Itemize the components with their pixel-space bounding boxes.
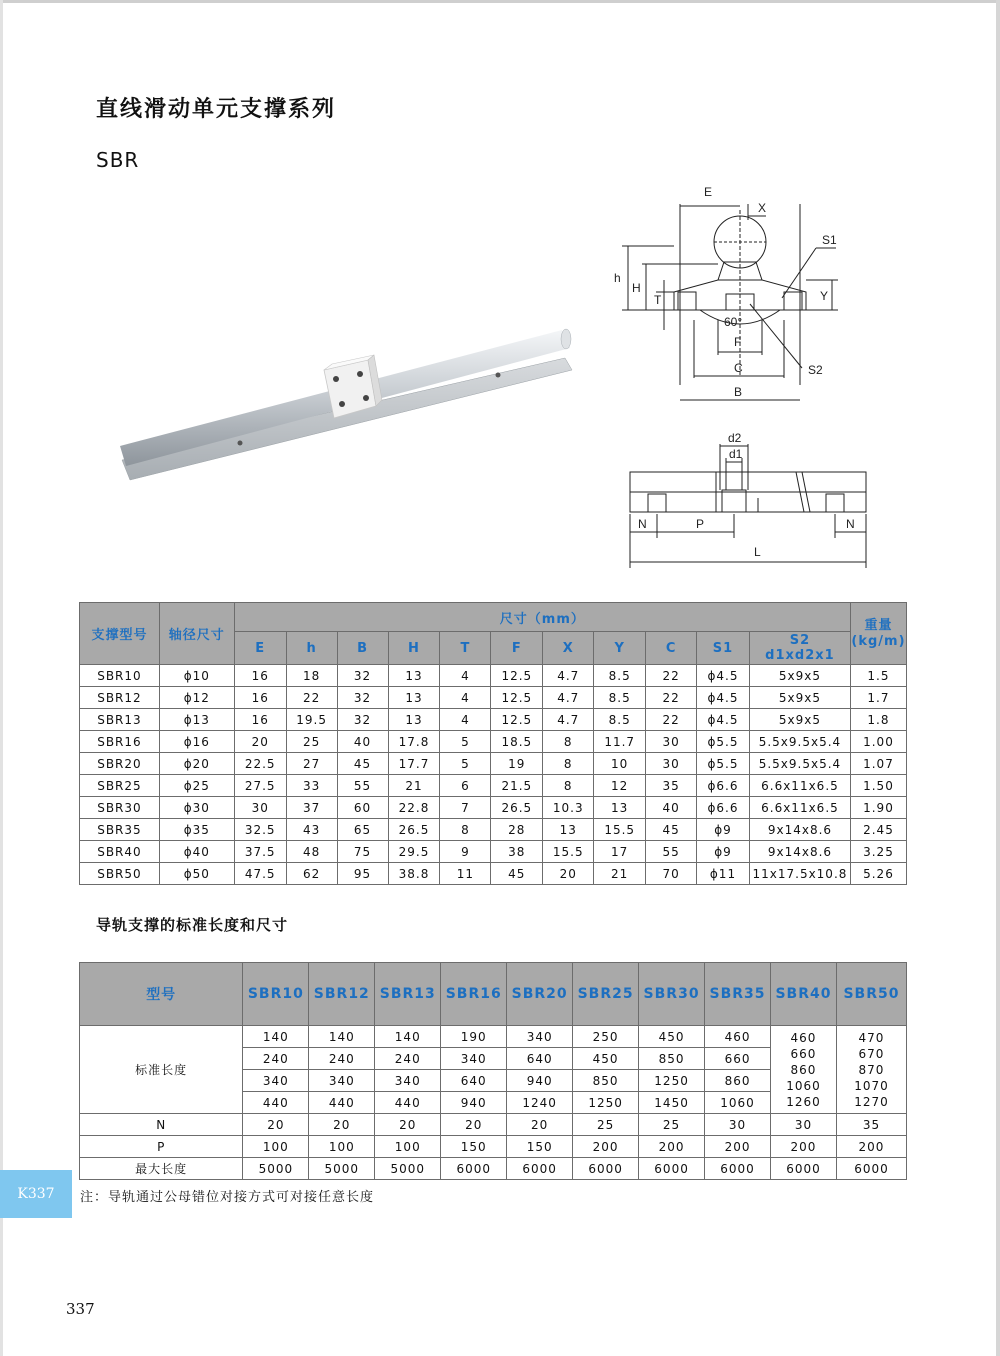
length-table <box>79 962 907 1180</box>
label-e: E <box>704 185 713 199</box>
table-cell: 340 <box>243 1070 309 1092</box>
table-cell: 12.5 <box>491 665 543 687</box>
table-cell: 16 <box>234 709 286 731</box>
table-cell: 19.5 <box>286 709 337 731</box>
table-cell: ϕ6.6 <box>697 797 750 819</box>
table-cell: 5000 <box>243 1158 309 1180</box>
table-cell: 75 <box>337 841 388 863</box>
table-cell: 62 <box>286 863 337 885</box>
p-row <box>80 1136 907 1158</box>
label-b: B <box>734 385 743 399</box>
table-cell: 8.5 <box>594 709 646 731</box>
table-cell: 440 <box>243 1092 309 1114</box>
page-subtitle: SBR <box>96 148 140 172</box>
table-cell: 240 <box>375 1048 441 1070</box>
table-cell: 8.5 <box>594 665 646 687</box>
table-cell: 4.7 <box>543 709 594 731</box>
table-cell: 940 <box>507 1070 573 1092</box>
header-length-model-item: SBR13 <box>375 963 441 1026</box>
table-cell: 6000 <box>705 1158 771 1180</box>
header-dimensions: 尺寸（mm） <box>234 603 850 632</box>
table-cell: 47.5 <box>234 863 286 885</box>
table-cell: 4 <box>440 665 491 687</box>
header-dim-s1: S1 <box>697 632 750 665</box>
header-dim-t: T <box>440 632 491 665</box>
table-cell: 150 <box>507 1136 573 1158</box>
table-cell: 450 <box>639 1026 705 1048</box>
table-cell: 20 <box>507 1114 573 1136</box>
std-length-stacked <box>771 1026 837 1114</box>
table-cell: ϕ16 <box>159 731 234 753</box>
table-cell: ϕ9 <box>697 841 750 863</box>
max-length-row-label: 最大长度 <box>80 1158 243 1180</box>
table-cell: 5 <box>440 753 491 775</box>
table-cell: 6000 <box>441 1158 507 1180</box>
table-cell: 8 <box>543 775 594 797</box>
table-row <box>80 665 907 687</box>
table-cell: 250 <box>573 1026 639 1048</box>
table-row <box>80 797 907 819</box>
header-dim-b: B <box>337 632 388 665</box>
table-cell: 9 <box>440 841 491 863</box>
table-row <box>80 687 907 709</box>
label-l: L <box>754 545 761 559</box>
header-length-model: 型号 <box>80 963 243 1026</box>
table-cell: 30 <box>705 1114 771 1136</box>
table-cell: 13 <box>388 709 440 731</box>
stacked-value: 1070 <box>854 1078 889 1093</box>
label-x: X <box>758 201 767 215</box>
table-cell: 55 <box>337 775 388 797</box>
table-cell: 20 <box>309 1114 375 1136</box>
table-cell: 18.5 <box>491 731 543 753</box>
table-cell: 2.45 <box>850 819 906 841</box>
table-cell: 10 <box>594 753 646 775</box>
table-cell: 8 <box>543 753 594 775</box>
table-cell: 440 <box>375 1092 441 1114</box>
page-number: 337 <box>66 1300 95 1318</box>
table-cell: 1250 <box>573 1092 639 1114</box>
std-length-stacked <box>836 1026 906 1114</box>
table-cell: 29.5 <box>388 841 440 863</box>
table-cell: 4.7 <box>543 687 594 709</box>
header-length-model-item: SBR10 <box>243 963 309 1026</box>
table-cell: 200 <box>771 1136 837 1158</box>
table-cell: 340 <box>441 1048 507 1070</box>
header-s2 <box>749 632 850 665</box>
table-cell: 5000 <box>309 1158 375 1180</box>
table-cell: 1250 <box>639 1070 705 1092</box>
table-cell: 13 <box>543 819 594 841</box>
table-cell: 6.6x11x6.5 <box>749 775 850 797</box>
table-cell: 20 <box>243 1114 309 1136</box>
table-cell: 640 <box>507 1048 573 1070</box>
table-cell: ϕ10 <box>159 665 234 687</box>
table-cell: 30 <box>646 731 697 753</box>
table-cell: 25 <box>573 1114 639 1136</box>
table-cell: 13 <box>388 665 440 687</box>
table-cell: 22 <box>646 709 697 731</box>
table-cell: 5x9x5 <box>749 665 850 687</box>
table-cell: 440 <box>309 1092 375 1114</box>
table-cell: 26.5 <box>388 819 440 841</box>
table-cell: 12.5 <box>491 687 543 709</box>
table-row <box>80 1026 907 1048</box>
table-cell: SBR20 <box>80 753 160 775</box>
table-cell: 25 <box>639 1114 705 1136</box>
label-y: Y <box>820 289 829 303</box>
header-s2-line1: S2 <box>789 633 811 648</box>
header-dim-y: Y <box>594 632 646 665</box>
table-cell: 640 <box>441 1070 507 1092</box>
table-cell: 8 <box>440 819 491 841</box>
table-cell: 55 <box>646 841 697 863</box>
table-cell: 5x9x5 <box>749 687 850 709</box>
table-cell: 32 <box>337 665 388 687</box>
table-cell: 1.50 <box>850 775 906 797</box>
header-dim-e: E <box>234 632 286 665</box>
header-length-model-item: SBR16 <box>441 963 507 1026</box>
table-cell: 850 <box>573 1070 639 1092</box>
table-cell: 460 <box>705 1026 771 1048</box>
table-cell: 1.07 <box>850 753 906 775</box>
table-cell: ϕ4.5 <box>697 665 750 687</box>
table-cell: 20 <box>375 1114 441 1136</box>
page-title: 直线滑动单元支撑系列 <box>96 97 337 122</box>
header-model: 支撑型号 <box>80 603 160 665</box>
table-cell: 19 <box>491 753 543 775</box>
label-s1: S1 <box>822 233 837 247</box>
side-tab: K337 <box>0 1170 72 1218</box>
label-h-small: h <box>614 271 621 285</box>
table-cell: 100 <box>309 1136 375 1158</box>
cross-section-diagram <box>608 180 868 410</box>
table-cell: 5.5x9.5x5.4 <box>749 753 850 775</box>
table-cell: 48 <box>286 841 337 863</box>
table-cell: SBR16 <box>80 731 160 753</box>
header-dim-h: h <box>286 632 337 665</box>
side-view-diagram <box>608 428 878 573</box>
page-border-top <box>0 0 1000 3</box>
header-length-model-item: SBR35 <box>705 963 771 1026</box>
table-cell: SBR13 <box>80 709 160 731</box>
table-cell: 27.5 <box>234 775 286 797</box>
table-cell: ϕ6.6 <box>697 775 750 797</box>
label-d1: d1 <box>729 447 743 461</box>
table-cell: 16 <box>234 665 286 687</box>
table-cell: 17.8 <box>388 731 440 753</box>
table-cell: ϕ9 <box>697 819 750 841</box>
section-title: 导轨支撑的标准长度和尺寸 <box>96 916 289 934</box>
stacked-value: 460 <box>790 1030 817 1045</box>
table-cell: 26.5 <box>491 797 543 819</box>
table-cell: 32 <box>337 709 388 731</box>
table-cell: 7 <box>440 797 491 819</box>
table-cell: 15.5 <box>594 819 646 841</box>
table-cell: 37.5 <box>234 841 286 863</box>
table-row <box>80 731 907 753</box>
table-cell: 43 <box>286 819 337 841</box>
table-cell: 45 <box>337 753 388 775</box>
table-row <box>80 863 907 885</box>
table-cell: 860 <box>705 1070 771 1092</box>
spec-table <box>79 602 907 885</box>
footnote: 注：导轨通过公母错位对接方式可对接任意长度 <box>80 1190 375 1205</box>
table-cell: 6 <box>440 775 491 797</box>
table-row <box>80 775 907 797</box>
table-cell: 9x14x8.6 <box>749 841 850 863</box>
table-cell: 1.90 <box>850 797 906 819</box>
table-cell: 20 <box>543 863 594 885</box>
table-cell: 1450 <box>639 1092 705 1114</box>
table-cell: 340 <box>309 1070 375 1092</box>
table-cell: 850 <box>639 1048 705 1070</box>
table-cell: ϕ5.5 <box>697 731 750 753</box>
table-cell: ϕ4.5 <box>697 709 750 731</box>
table-row <box>80 841 907 863</box>
table-cell: 13 <box>388 687 440 709</box>
table-cell: 5.26 <box>850 863 906 885</box>
table-cell: 3.25 <box>850 841 906 863</box>
table-cell: 1.8 <box>850 709 906 731</box>
table-cell: 18 <box>286 665 337 687</box>
table-cell: 5.5x9.5x5.4 <box>749 731 850 753</box>
table-cell: 22 <box>286 687 337 709</box>
label-p: P <box>696 517 705 531</box>
label-n-right: N <box>846 517 855 531</box>
n-row-label: N <box>80 1114 243 1136</box>
table-cell: 65 <box>337 819 388 841</box>
table-cell: 200 <box>836 1136 906 1158</box>
table-cell: 240 <box>243 1048 309 1070</box>
table-cell: 1.5 <box>850 665 906 687</box>
n-row <box>80 1114 907 1136</box>
header-length-model-item: SBR40 <box>771 963 837 1026</box>
max-length-row <box>80 1158 907 1180</box>
header-length-model-item: SBR12 <box>309 963 375 1026</box>
table-cell: 6.6x11x6.5 <box>749 797 850 819</box>
table-cell: 32.5 <box>234 819 286 841</box>
table-cell: SBR30 <box>80 797 160 819</box>
table-cell: ϕ4.5 <box>697 687 750 709</box>
table-cell: ϕ25 <box>159 775 234 797</box>
stacked-value: 860 <box>790 1062 817 1077</box>
table-cell: 1.00 <box>850 731 906 753</box>
header-dim-f: F <box>491 632 543 665</box>
table-cell: 190 <box>441 1026 507 1048</box>
table-cell: SBR10 <box>80 665 160 687</box>
table-cell: 340 <box>507 1026 573 1048</box>
table-row <box>80 819 907 841</box>
table-cell: 45 <box>646 819 697 841</box>
header-dim-h: H <box>388 632 440 665</box>
table-cell: 35 <box>836 1114 906 1136</box>
table-cell: 17.7 <box>388 753 440 775</box>
header-s2-line2: d1xd2x1 <box>765 648 835 663</box>
stacked-value: 1260 <box>786 1094 821 1109</box>
table-cell: 21 <box>388 775 440 797</box>
table-cell: 10.3 <box>543 797 594 819</box>
table-cell: 8.5 <box>594 687 646 709</box>
header-length-model-item: SBR30 <box>639 963 705 1026</box>
page-border-right <box>996 0 1000 1356</box>
header-dim-c: C <box>646 632 697 665</box>
table-cell: 38 <box>491 841 543 863</box>
table-cell: 12 <box>594 775 646 797</box>
table-cell: 140 <box>309 1026 375 1048</box>
table-cell: 70 <box>646 863 697 885</box>
table-cell: 13 <box>594 797 646 819</box>
table-cell: 11.7 <box>594 731 646 753</box>
stacked-value: 660 <box>790 1046 817 1061</box>
table-cell: ϕ13 <box>159 709 234 731</box>
stacked-value: 1270 <box>854 1094 889 1109</box>
stacked-value: 1060 <box>786 1078 821 1093</box>
header-length-model-item: SBR50 <box>836 963 906 1026</box>
table-cell: ϕ40 <box>159 841 234 863</box>
table-cell: 5x9x5 <box>749 709 850 731</box>
table-cell: 22.8 <box>388 797 440 819</box>
table-cell: 6000 <box>836 1158 906 1180</box>
table-cell: 11 <box>440 863 491 885</box>
table-cell: 22 <box>646 687 697 709</box>
table-cell: 30 <box>234 797 286 819</box>
table-cell: 4 <box>440 709 491 731</box>
table-cell: 15.5 <box>543 841 594 863</box>
table-cell: 9x14x8.6 <box>749 819 850 841</box>
table-cell: 16 <box>234 687 286 709</box>
table-cell: 37 <box>286 797 337 819</box>
table-cell: 340 <box>375 1070 441 1092</box>
table-cell: 21.5 <box>491 775 543 797</box>
label-t: T <box>654 293 662 307</box>
header-weight: 重量 (kg/m) <box>850 603 906 665</box>
table-cell: 22.5 <box>234 753 286 775</box>
table-cell: 5 <box>440 731 491 753</box>
label-c: C <box>734 361 743 375</box>
table-cell: 1240 <box>507 1092 573 1114</box>
table-cell: 150 <box>441 1136 507 1158</box>
linear-rail-product-image <box>110 318 580 488</box>
table-cell: 140 <box>243 1026 309 1048</box>
table-cell: 450 <box>573 1048 639 1070</box>
table-cell: 32 <box>337 687 388 709</box>
table-cell: 100 <box>375 1136 441 1158</box>
table-cell: 21 <box>594 863 646 885</box>
table-row <box>80 709 907 731</box>
table-cell: 38.8 <box>388 863 440 885</box>
table-cell: 240 <box>309 1048 375 1070</box>
table-cell: 100 <box>243 1136 309 1158</box>
stacked-value: 470 <box>858 1030 885 1045</box>
std-length-label: 标准长度 <box>80 1026 243 1114</box>
header-length-model-item: SBR25 <box>573 963 639 1026</box>
table-cell: 660 <box>705 1048 771 1070</box>
table-cell: 27 <box>286 753 337 775</box>
table-cell: SBR12 <box>80 687 160 709</box>
table-cell: 22 <box>646 665 697 687</box>
table-cell: 4.7 <box>543 665 594 687</box>
table-cell: SBR25 <box>80 775 160 797</box>
table-cell: 30 <box>771 1114 837 1136</box>
table-cell: 60 <box>337 797 388 819</box>
page-border-left <box>0 0 3 1356</box>
table-cell: 6000 <box>639 1158 705 1180</box>
table-cell: 6000 <box>507 1158 573 1180</box>
table-cell: 40 <box>646 797 697 819</box>
header-length-model-item: SBR20 <box>507 963 573 1026</box>
table-cell: 8 <box>543 731 594 753</box>
table-cell: 200 <box>639 1136 705 1158</box>
table-cell: ϕ30 <box>159 797 234 819</box>
table-cell: 95 <box>337 863 388 885</box>
table-cell: ϕ5.5 <box>697 753 750 775</box>
table-cell: 33 <box>286 775 337 797</box>
table-cell: ϕ35 <box>159 819 234 841</box>
table-cell: ϕ11 <box>697 863 750 885</box>
table-cell: 40 <box>337 731 388 753</box>
table-cell: 12.5 <box>491 709 543 731</box>
table-cell: 17 <box>594 841 646 863</box>
header-dim-x: X <box>543 632 594 665</box>
table-cell: 1060 <box>705 1092 771 1114</box>
table-cell: 200 <box>705 1136 771 1158</box>
table-cell: 30 <box>646 753 697 775</box>
label-f: F <box>734 335 742 349</box>
table-cell: SBR35 <box>80 819 160 841</box>
table-cell: 6000 <box>573 1158 639 1180</box>
table-cell: 20 <box>234 731 286 753</box>
table-cell: 25 <box>286 731 337 753</box>
table-cell: 5000 <box>375 1158 441 1180</box>
header-shaft: 轴径尺寸 <box>159 603 234 665</box>
table-cell: 11x17.5x10.8 <box>749 863 850 885</box>
label-n-left: N <box>638 517 647 531</box>
table-cell: 20 <box>441 1114 507 1136</box>
table-cell: 6000 <box>771 1158 837 1180</box>
table-cell: 4 <box>440 687 491 709</box>
table-cell: 940 <box>441 1092 507 1114</box>
table-cell: ϕ50 <box>159 863 234 885</box>
label-d2: d2 <box>728 431 742 445</box>
table-cell: ϕ20 <box>159 753 234 775</box>
label-s2: S2 <box>808 363 823 377</box>
table-cell: 200 <box>573 1136 639 1158</box>
table-cell: 28 <box>491 819 543 841</box>
table-cell: 1.7 <box>850 687 906 709</box>
stacked-value: 670 <box>858 1046 885 1061</box>
label-h-large: H <box>632 281 641 295</box>
table-cell: 45 <box>491 863 543 885</box>
label-angle: 60° <box>724 315 743 329</box>
table-cell: SBR40 <box>80 841 160 863</box>
stacked-value: 870 <box>858 1062 885 1077</box>
p-row-label: P <box>80 1136 243 1158</box>
table-row <box>80 753 907 775</box>
table-cell: 140 <box>375 1026 441 1048</box>
table-cell: ϕ12 <box>159 687 234 709</box>
table-cell: 35 <box>646 775 697 797</box>
table-cell: SBR50 <box>80 863 160 885</box>
